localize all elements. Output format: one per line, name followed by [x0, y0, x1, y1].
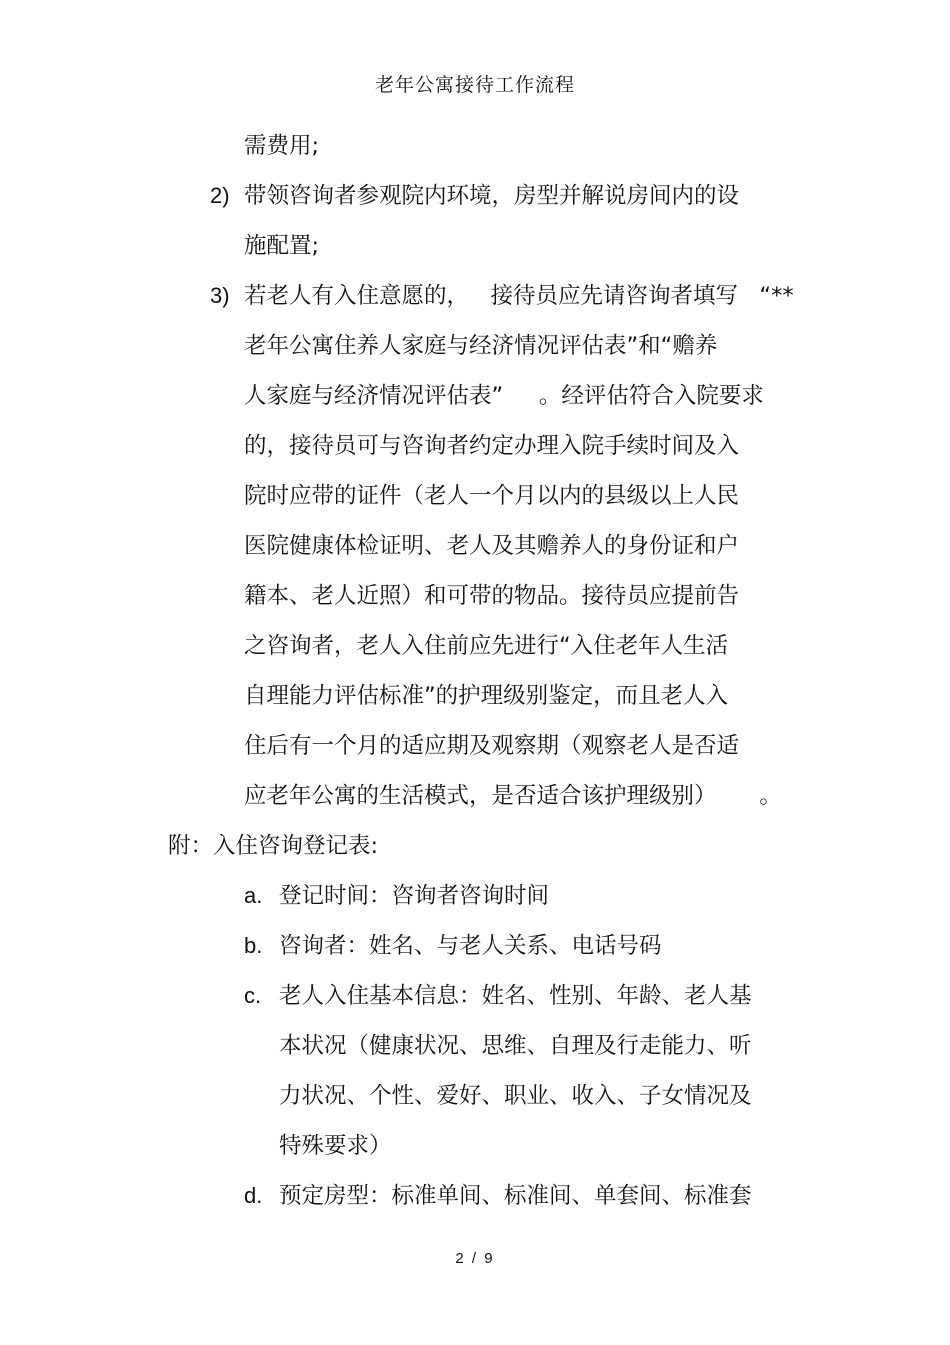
appendix-item-a-line: 登记时间：咨询者咨询时间 [279, 883, 550, 909]
item3-line: 院时应带的证件（老人一个月以内的县级以上人民 [244, 483, 740, 509]
page-title: 老年公寓接待工作流程 [374, 74, 575, 96]
item1-tail-text: 需费用; [244, 133, 320, 159]
appendix-item-c-line: 力状况、个性、爱好、职业、收入、子女情况及 [279, 1083, 752, 1109]
appendix-item-d-marker: d. [244, 1183, 263, 1208]
appendix-title: 附：入住咨询登记表: [168, 833, 379, 859]
appendix-item-a-marker: a. [244, 883, 263, 908]
item3-line: 应老年公寓的生活模式，是否适合该护理级别） 。 [244, 783, 782, 809]
item3-line: 人家庭与经济情况评估表” 。经评估符合入院要求 [244, 383, 764, 409]
item3-line: 籍本、老人近照）和可带的物品。接待员应提前告 [244, 583, 740, 609]
appendix-item-c-line: 本状况（健康状况、思维、自理及行走能力、听 [279, 1033, 752, 1059]
appendix-item-c-marker: c. [244, 983, 262, 1008]
item3-line: 之咨询者，老人入住前应先进行“入住老年人生活 [244, 633, 729, 659]
item3-line: 若老人有入住意愿的， 接待员应先请咨询者填写 “** [244, 283, 794, 309]
item3-marker: 3) [210, 283, 230, 308]
appendix-item-c-line: 特殊要求） [279, 1133, 392, 1159]
item3-line: 医院健康体检证明、老人及其赡养人的身份证和户 [244, 533, 740, 559]
appendix-item-b-marker: b. [244, 933, 263, 958]
appendix-item-d-line: 预定房型：标准单间、标准间、单套间、标准套 [279, 1183, 752, 1209]
item3-line: 老年公寓住养人家庭与经济情况评估表”和“赡养 [244, 333, 718, 359]
item3-line: 住后有一个月的适应期及观察期（观察老人是否适 [244, 733, 740, 759]
item2-marker: 2) [210, 183, 230, 208]
appendix-item-b-line: 咨询者：姓名、与老人关系、电话号码 [279, 933, 662, 959]
appendix-item-c-line: 老人入住基本信息：姓名、性别、年龄、老人基 [279, 983, 752, 1009]
item3-line: 的，接待员可与咨询者约定办理入院手续时间及入 [244, 433, 740, 459]
item2-line: 带领咨询者参观院内环境，房型并解说房间内的设 [244, 183, 740, 209]
item3-line: 自理能力评估标准”的护理级别鉴定，而且老人入 [244, 683, 729, 709]
page-number: 2 / 9 [455, 1250, 495, 1267]
item2-line: 施配置; [244, 233, 320, 259]
